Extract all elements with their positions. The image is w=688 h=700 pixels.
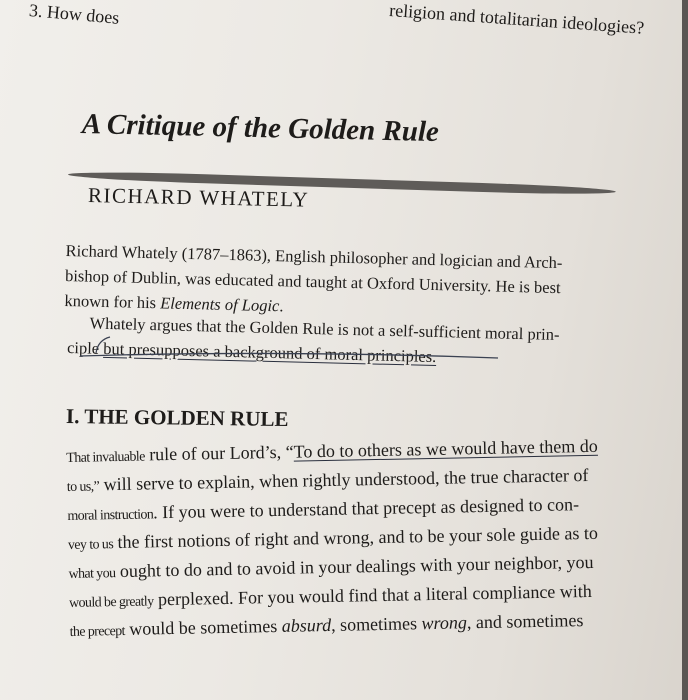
body-line-3: moral instruction. If you were to understand that precept as designed to con- — [67, 494, 580, 524]
pencil-underlined-text: but presupposes a background of moral principles. — [103, 338, 437, 367]
author-name: RICHARD WHATELY — [87, 183, 310, 212]
summary-line-2: ciple but presupposes a background of moral principles. — [66, 337, 437, 367]
body-line-2: to us,” will serve to explain, when rightly understood, the true character of — [66, 464, 589, 495]
bio-line-2: bishop of Dublin, was educated and taught at Oxford University. He is best — [64, 265, 561, 298]
body-line-5: what you ought to do and to avoid in your dealings with your neighbor, you — [68, 551, 594, 582]
book-title-italic: Elements of Logic — [160, 293, 280, 316]
section-heading: I. THE GOLDEN RULE — [65, 404, 289, 432]
page-edge-shadow — [682, 0, 688, 700]
bio-line-1: Richard Whately (1787–1863), English philosopher and logician and Arch- — [65, 240, 563, 273]
body-line-4: vey to us the first notions of right and wrong, and to be your sole guide as to — [67, 522, 599, 553]
underlined-golden-rule: To do to others as we would have them do — [293, 435, 598, 462]
previous-question-fragment-right: religion and totalitarian ideologies? — [388, 0, 645, 38]
bio-line-3: known for his Elements of Logic. — [64, 290, 284, 316]
body-line-7: the precept would be sometimes absurd, sometimes wrong, and sometimes — [69, 610, 584, 640]
body-line-1: That invaluable rule of our Lord’s, “To do to others as we would have them do — [66, 435, 598, 466]
body-paragraph — [66, 432, 640, 646]
previous-question-fragment: 3. How does — [28, 0, 121, 28]
summary-line-1: Whately argues that the Golden Rule is not a self-sufficient moral prin- — [89, 313, 560, 345]
body-line-6: would be greatly perplexed. For you would find that a literal compliance with — [68, 580, 593, 611]
chapter-title: A Critique of the Golden Rule — [81, 108, 440, 149]
